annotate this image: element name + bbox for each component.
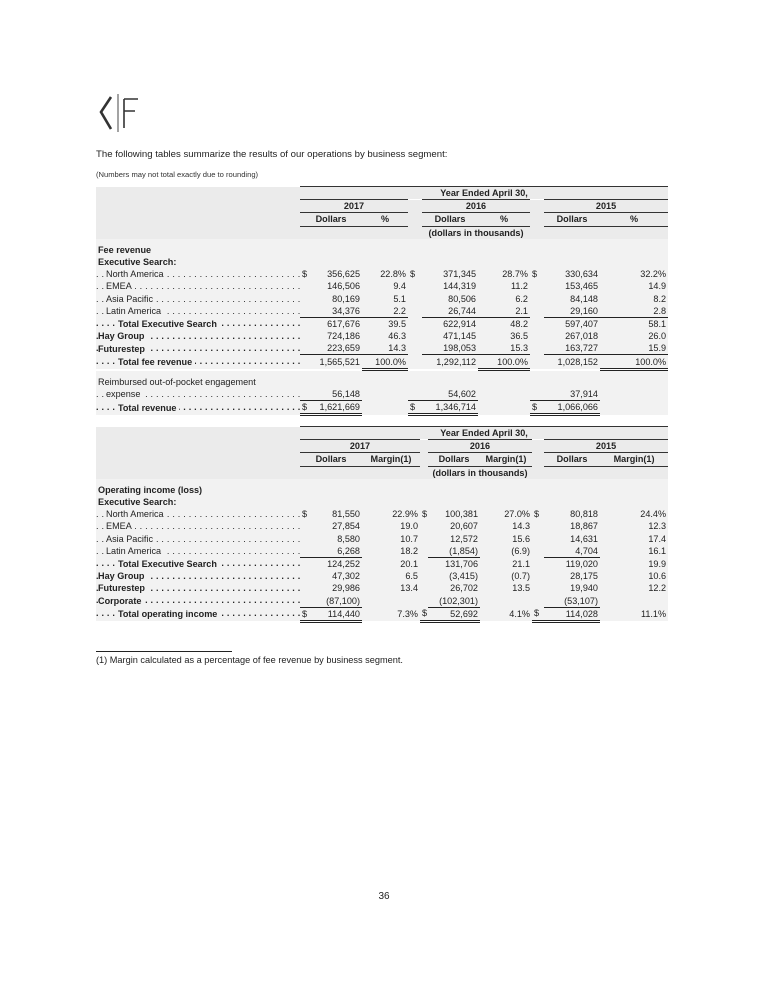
cell-value: 81,550 [310,508,362,520]
col-margin: Margin(1) [600,453,668,466]
cell-value: 12.2 [600,582,668,594]
cell-value: 100.0% [478,355,530,369]
table-row [96,570,668,582]
col-dollars: Dollars [300,213,362,226]
row-label: EMEA [106,520,135,532]
cell-value: 11.1% [600,607,668,621]
cell-value: 36.5 [478,330,530,342]
table-row [96,533,668,545]
intro-text: The following tables summarize the results of our operations by business segment: [96,149,448,160]
currency-sign: $ [300,508,310,520]
cell-value: 1,565,521 [310,355,362,369]
cell-value: 17.4 [600,533,668,545]
year-2016: 2016 [428,440,532,453]
cell-value: 19,940 [544,582,600,594]
cell-value: 10.7 [362,533,420,545]
cell-value: 4.1% [480,607,532,621]
row-label: Total Executive Search [118,318,220,330]
table-row [96,388,668,401]
cell-value: 54,602 [422,388,478,401]
cell-value: 13.5 [480,582,532,594]
table-row [96,594,668,607]
period-title: Year Ended April 30, [300,427,668,440]
currency-sign: $ [530,401,544,415]
cell-value: 20.1 [362,557,420,570]
cell-value: 80,506 [422,293,478,305]
cell-value: 2.2 [362,305,408,318]
cell-value: 80,818 [544,508,600,520]
table-row [96,355,668,369]
cell-value: 144,319 [422,280,478,292]
table-row [96,305,668,318]
cell-value: 24.4% [600,508,668,520]
cell-value: 22.8% [362,268,408,280]
row-label: Futurestep [98,582,148,594]
cell-value: 597,407 [544,317,600,330]
cell-value: 131,706 [428,557,480,570]
currency-sign: $ [420,607,428,621]
cell-value: 10.6 [600,570,668,582]
year-2016: 2016 [422,200,530,213]
cell-value: 330,634 [544,268,600,280]
cell-value: 27,854 [310,520,362,532]
cell-value: 1,292,112 [422,355,478,369]
cell-value: 1,028,152 [544,355,600,369]
cell-value: 13.4 [362,582,420,594]
cell-value: 37,914 [544,388,600,401]
table-row [96,557,668,570]
col-dollars: Dollars [422,213,478,226]
col-dollars: Dollars [544,453,600,466]
cell-value: 6,268 [310,545,362,558]
row-label: Latin America [106,305,164,317]
col-margin: Margin(1) [480,453,532,466]
operating-income-table [96,426,668,623]
table-row [96,607,668,621]
cell-value: 39.5 [362,317,408,330]
cell-value: 34,376 [310,305,362,318]
row-label: Latin America [106,545,164,557]
cell-value: 100.0% [600,355,668,369]
row-label: Total fee revenue [118,356,195,368]
cell-value: 2.8 [600,305,668,318]
cell-value: 153,465 [544,280,600,292]
cell-value: 15.6 [480,533,532,545]
cell-value: 19.9 [600,557,668,570]
cell-value: 29,986 [310,582,362,594]
cell-value: 18,867 [544,520,600,532]
cell-value: 52,692 [428,607,480,621]
year-2015: 2015 [544,200,668,213]
currency-sign: $ [532,607,544,621]
company-logo [96,94,140,132]
cell-value: 8,580 [310,533,362,545]
cell-value: 198,053 [422,342,478,355]
page-number: 36 [378,891,390,902]
cell-value: 29,160 [544,305,600,318]
cell-value: 16.1 [600,545,668,558]
cell-value: (53,107) [544,594,600,607]
currency-sign: $ [530,268,544,280]
fee-revenue-table [96,186,668,416]
cell-value: 6.5 [362,570,420,582]
table-row [96,293,668,305]
currency-sign: $ [408,401,422,415]
col-percent: % [362,213,408,226]
currency-sign: $ [408,268,422,280]
cell-value: (3,415) [428,570,480,582]
subsection-executive-search: Executive Search: [96,256,668,268]
cell-value: 14.9 [600,280,668,292]
table-row [96,520,668,532]
row-label: Total Executive Search [118,558,220,570]
currency-sign: $ [422,509,428,520]
year-2017: 2017 [300,200,408,213]
row-label: Futurestep [98,343,148,355]
cell-value: 14.3 [480,520,532,532]
cell-value: 11.2 [478,280,530,292]
cell-value: 471,145 [422,330,478,342]
year-2017: 2017 [300,440,420,453]
cell-value: 28.7% [478,268,530,280]
cell-value: 6.2 [478,293,530,305]
cell-value: 617,676 [310,317,362,330]
cell-value: 27.0% [480,508,532,520]
col-margin: Margin(1) [362,453,420,466]
cell-value: 114,028 [544,607,600,621]
cell-value: 9.4 [362,280,408,292]
cell-value: 47,302 [310,570,362,582]
cell-value: 223,659 [310,342,362,355]
cell-value: 2.1 [478,305,530,318]
col-percent: % [478,213,530,226]
cell-value: 46.3 [362,330,408,342]
cell-value: 32.2% [600,268,668,280]
cell-value: 1,066,066 [544,401,600,415]
cell-value: 267,018 [544,330,600,342]
cell-value: 356,625 [310,268,362,280]
section-operating-income: Operating income (loss) [96,484,668,496]
cell-value: 20,607 [428,520,480,532]
row-label: Reimbursed out-of-pocket engagement [96,376,668,388]
cell-value: 21.1 [480,557,532,570]
col-dollars: Dollars [300,453,362,466]
year-2015: 2015 [544,440,668,453]
cell-value: 14.3 [362,342,408,355]
cell-value: 371,345 [422,268,478,280]
cell-value: 14,631 [544,533,600,545]
table-row [96,280,668,292]
table-row [96,317,668,330]
col-dollars: Dollars [544,213,600,226]
units-label: (dollars in thousands) [422,226,530,239]
cell-value: 163,727 [544,342,600,355]
row-label: EMEA [106,280,135,292]
table-row [96,342,668,355]
row-label: Corporate [98,595,144,607]
cell-value: 622,914 [422,317,478,330]
table-row [96,545,668,558]
row-label: North America [106,508,167,520]
cell-value: 1,346,714 [422,401,478,415]
table-row [96,582,668,594]
cell-value: 12,572 [428,533,480,545]
cell-value: 100.0% [362,355,408,369]
col-percent: % [600,213,668,226]
cell-value: (0.7) [480,570,532,582]
cell-value: 124,252 [310,557,362,570]
cell-value: 724,186 [310,330,362,342]
cell-value: 26.0 [600,330,668,342]
cell-value: 19.0 [362,520,420,532]
cell-value: 18.2 [362,545,420,558]
row-label: Total revenue [118,402,179,414]
cell-value: 80,169 [310,293,362,305]
cell-value: 7.3% [362,607,420,621]
table-row [96,401,668,415]
cell-value: 26,744 [422,305,478,318]
table-row [96,268,668,280]
cell-value: 58.1 [600,317,668,330]
currency-sign: $ [300,607,310,621]
cell-value: 28,175 [544,570,600,582]
subsection-executive-search: Executive Search: [96,496,668,508]
rounding-note: (Numbers may not total exactly due to rounding) [96,170,259,179]
row-label: North America [106,268,167,280]
row-label: Hay Group [98,570,148,582]
cell-value: 48.2 [478,317,530,330]
cell-value: 22.9% [362,508,420,520]
row-label: Asia Pacific [106,533,156,545]
cell-value: 8.2 [600,293,668,305]
cell-value: 114,440 [310,607,362,621]
table-row [96,330,668,342]
units-label: (dollars in thousands) [428,466,532,479]
cell-value: (1,854) [428,545,480,558]
cell-value: 119,020 [544,557,600,570]
table-row [96,508,668,520]
cell-value: 84,148 [544,293,600,305]
row-label: expense [106,388,143,400]
cell-value: 26,702 [428,582,480,594]
period-title: Year Ended April 30, [300,187,668,200]
cell-value: (102,301) [428,594,480,607]
col-dollars: Dollars [428,453,480,466]
section-fee-revenue: Fee revenue [96,244,668,256]
cell-value: 146,506 [310,280,362,292]
cell-value: 100,381 [428,508,480,520]
row-label: Asia Pacific [106,293,156,305]
cell-value: 5.1 [362,293,408,305]
row-label: Total operating income [118,608,220,620]
currency-sign: $ [300,401,310,415]
cell-value: 1,621,669 [310,401,362,415]
currency-sign: $ [300,268,310,280]
cell-value: 4,704 [544,545,600,558]
row-label: Hay Group [98,330,148,342]
cell-value: 56,148 [310,388,362,401]
currency-sign: $ [532,508,544,520]
cell-value: 12.3 [600,520,668,532]
cell-value: 15.9 [600,342,668,355]
footnote: (1) Margin calculated as a percentage of fee revenue by business segment. [96,655,403,665]
cell-value: (6.9) [480,545,532,558]
cell-value: 15.3 [478,342,530,355]
footnote-divider [96,651,232,652]
cell-value: (87,100) [310,594,362,607]
